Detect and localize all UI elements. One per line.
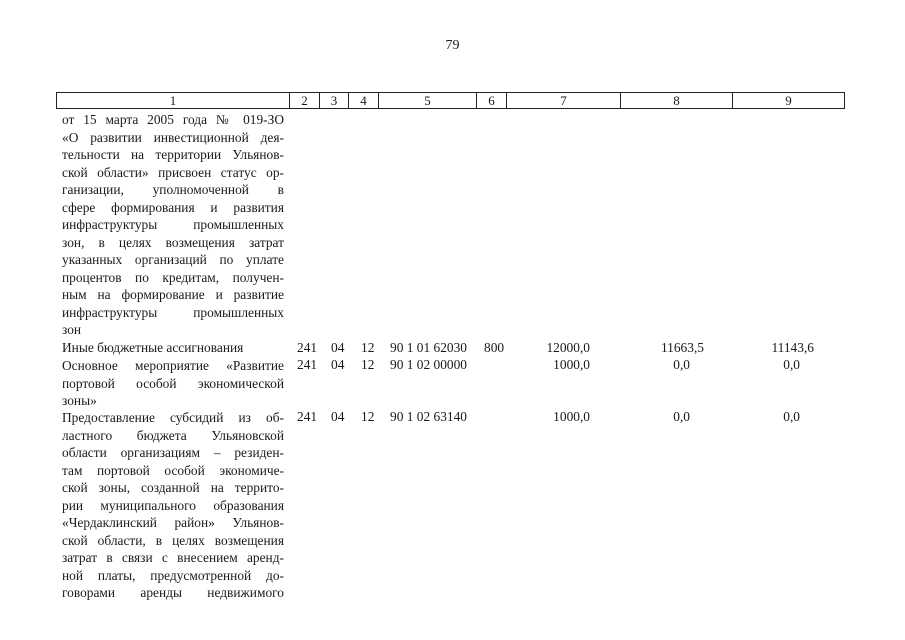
text-line: ской области, в целях возмещения <box>62 532 284 548</box>
row-value-3: 0,0 <box>783 357 800 372</box>
text-line: зоны» <box>62 393 97 408</box>
row-code-target: 90 1 02 63140 <box>390 409 467 424</box>
header-col-3: 3 <box>320 93 349 109</box>
row-code-admin: 241 <box>297 409 318 424</box>
header-col-5: 5 <box>379 93 477 109</box>
text-line: процентов по кредитам, получен- <box>62 269 284 285</box>
text-line: области организациям – резиден- <box>62 445 284 460</box>
text-line: от 15 марта 2005 года № 019-ЗО <box>62 112 284 127</box>
continuation-text <box>62 111 284 339</box>
text-line: Основное мероприятие «Развитие <box>62 358 284 373</box>
row-description <box>62 357 284 410</box>
text-line: зон <box>62 322 82 337</box>
row-code-section: 04 <box>331 409 345 424</box>
header-col-1: 1 <box>57 93 290 109</box>
row-code-admin: 241 <box>297 357 318 372</box>
text-line: Предоставление субсидий из об- <box>62 410 284 425</box>
text-line: рии муниципального образования <box>62 497 284 513</box>
row-value-2: 0,0 <box>673 409 690 424</box>
text-line: тельности на территории Ульянов- <box>62 147 284 162</box>
row-code-section: 04 <box>331 357 345 372</box>
text-line: зон, в целях возмещения затрат <box>62 234 284 250</box>
header-col-8: 8 <box>621 93 733 109</box>
row-code-admin: 241 <box>297 340 318 355</box>
row-code-target: 90 1 02 00000 <box>390 357 467 372</box>
text-line: указанных организаций по уплате <box>62 252 284 267</box>
text-line: говорами аренды недвижимого <box>62 585 284 600</box>
text-line: портовой особой экономической <box>62 375 284 391</box>
text-line: Иные бюджетные ассигнования <box>62 340 244 355</box>
row-code-subsection: 12 <box>361 409 375 424</box>
text-line: «О развитии инвестиционной дея- <box>62 129 284 145</box>
header-col-4: 4 <box>349 93 379 109</box>
text-line: ной платы, предусмотренной до- <box>62 567 284 583</box>
text-line: затрат в связи с внесением аренд- <box>62 550 284 565</box>
row-description <box>62 409 284 602</box>
table-header <box>56 92 845 109</box>
header-col-6: 6 <box>477 93 507 109</box>
row-value-3: 11143,6 <box>771 340 814 355</box>
row-value-1: 1000,0 <box>553 409 590 424</box>
row-value-3: 0,0 <box>783 409 800 424</box>
row-code-target: 90 1 01 62030 <box>390 340 467 355</box>
text-line: инфраструктуры промышленных <box>62 217 284 232</box>
text-line: ской зоны, созданной на террито- <box>62 480 284 495</box>
row-value-1: 1000,0 <box>553 357 590 372</box>
text-line: «Чердаклинский район» Ульянов- <box>62 515 284 530</box>
row-code-subsection: 12 <box>361 357 375 372</box>
row-value-2: 11663,5 <box>660 340 704 355</box>
text-line: ской области» присвоен статус ор- <box>62 164 284 180</box>
text-line: ганизации, уполномоченной в <box>62 182 284 197</box>
header-col-9: 9 <box>733 93 845 109</box>
text-line: сфере формирования и развития <box>62 199 284 215</box>
header-col-2: 2 <box>290 93 320 109</box>
row-value-1: 12000,0 <box>546 340 590 355</box>
text-line: инфраструктуры промышленных <box>62 304 284 320</box>
row-description <box>62 339 284 357</box>
header-col-7: 7 <box>507 93 621 109</box>
text-line: ным на формирование и развитие <box>62 287 284 302</box>
text-line: ластного бюджета Ульяновской <box>62 427 284 443</box>
text-line: там портовой особой экономиче- <box>62 462 284 478</box>
row-code-section: 04 <box>331 340 345 355</box>
page-number: 79 <box>445 38 460 53</box>
row-code-subsection: 12 <box>361 340 375 355</box>
row-code-type: 800 <box>484 340 505 355</box>
row-value-2: 0,0 <box>673 357 690 372</box>
